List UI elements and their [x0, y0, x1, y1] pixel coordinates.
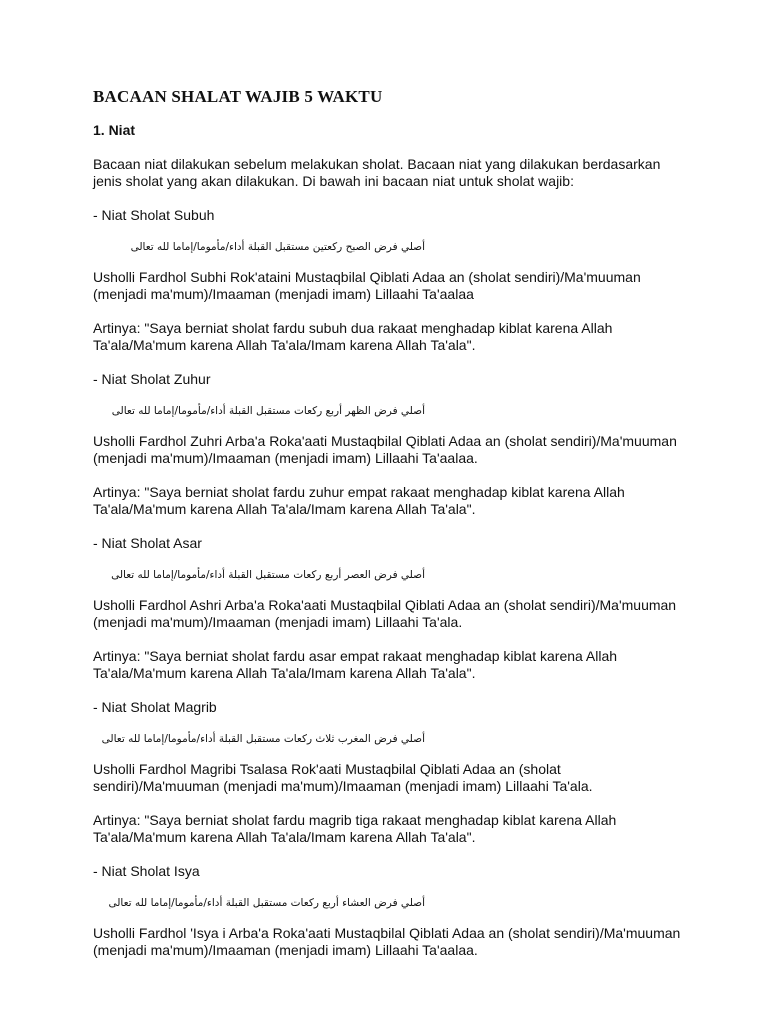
niat-isya	[93, 863, 683, 959]
document-title: BACAAN SHALAT WAJIB 5 WAKTU	[93, 87, 383, 106]
latin-transliteration: Usholli Fardhol 'Isya i Arba'a Roka'aati Mustaqbilal Qiblati Adaa an (sholat sendiri)/Ma'muuman (menjadi ma'mum)/Imaaman (menjadi imam) Lillaahi Ta'aalaa.	[93, 925, 681, 958]
latin-transliteration: Usholli Fardhol Subhi Rok'ataini Mustaqbilal Qiblati Adaa an (sholat sendiri)/Ma'muuman (menjadi ma'mum)/Imaaman (menjadi imam) Lillaahi Ta'aalaa	[93, 269, 641, 302]
latin-transliteration: Usholli Fardhol Zuhri Arba'a Roka'aati Mustaqbilal Qiblati Adaa an (sholat sendiri)/Ma'muuman (menjadi ma'mum)/Imaaman (menjadi imam) Lillaahi Ta'aalaa.	[93, 433, 677, 466]
latin-transliteration: Usholli Fardhol Magribi Tsalasa Rok'aati Mustaqbilal Qiblati Adaa an (sholat sendiri)/Ma'muuman (menjadi ma'mum)/Imaaman (menjadi imam) Lillaahi Ta'ala.	[93, 761, 593, 794]
arabic-text: أصلي فرض الظهر أربع ركعات مستقبل القبلة أداء/مأموما/إماما لله تعالى	[111, 405, 425, 417]
meaning-text: Artinya: "Saya berniat sholat fardu magrib tiga rakaat menghadap kiblat karena Allah Ta'ala/Ma'mum karena Allah Ta'ala/Imam karena Allah Ta'ala".	[93, 812, 617, 845]
arabic-text: أصلي فرض المغرب ثلاث ركعات مستقبل القبلة أداء/مأموما/إماما لله تعالى	[101, 733, 425, 745]
intro-paragraph: Bacaan niat dilakukan sebelum melakukan sholat. Bacaan niat yang dilakukan berdasarkan jenis sholat yang akan dilakukan. Di bawah ini bacaan niat untuk sholat wajib:	[93, 156, 661, 189]
niat-subuh	[93, 207, 683, 354]
niat-label: - Niat Sholat Subuh	[93, 207, 215, 223]
meaning-text: Artinya: "Saya berniat sholat fardu asar empat rakaat menghadap kiblat karena Allah Ta'ala/Ma'mum karena Allah Ta'ala/Imam karena Allah Ta'ala".	[93, 648, 618, 681]
niat-label: - Niat Sholat Zuhur	[93, 371, 211, 387]
arabic-text: أصلي فرض العصر أربع ركعات مستقبل القبلة أداء/مأموما/إماما لله تعالى	[111, 569, 425, 581]
niat-magrib	[93, 699, 683, 846]
niat-label: - Niat Sholat Magrib	[93, 699, 217, 715]
arabic-text: أصلي فرض العشاء أربع ركعات مستقبل القبلة أداء/مأموما/إماما لله تعالى	[108, 897, 425, 909]
arabic-text: أصلي فرض الصبح ركعتين مستقبل القبلة أداء/مأموما/إماما لله تعالى	[130, 241, 425, 253]
meaning-text: Artinya: "Saya berniat sholat fardu zuhur empat rakaat menghadap kiblat karena Allah Ta'ala/Ma'mum karena Allah Ta'ala/Imam karena Allah Ta'ala".	[93, 484, 625, 517]
meaning-text: Artinya: "Saya berniat sholat fardu subuh dua rakaat menghadap kiblat karena Allah Ta'ala/Ma'mum karena Allah Ta'ala/Imam karena Allah Ta'ala".	[93, 320, 613, 353]
niat-asar	[93, 535, 683, 682]
niat-label: - Niat Sholat Asar	[93, 535, 202, 551]
niat-zuhur	[93, 371, 683, 518]
latin-transliteration: Usholli Fardhol Ashri Arba'a Roka'aati Mustaqbilal Qiblati Adaa an (sholat sendiri)/Ma'muuman (menjadi ma'mum)/Imaaman (menjadi imam) Lillaahi Ta'ala.	[93, 597, 677, 630]
niat-label: - Niat Sholat Isya	[93, 863, 200, 879]
document-page	[93, 86, 683, 976]
section-heading: 1. Niat	[93, 122, 136, 138]
